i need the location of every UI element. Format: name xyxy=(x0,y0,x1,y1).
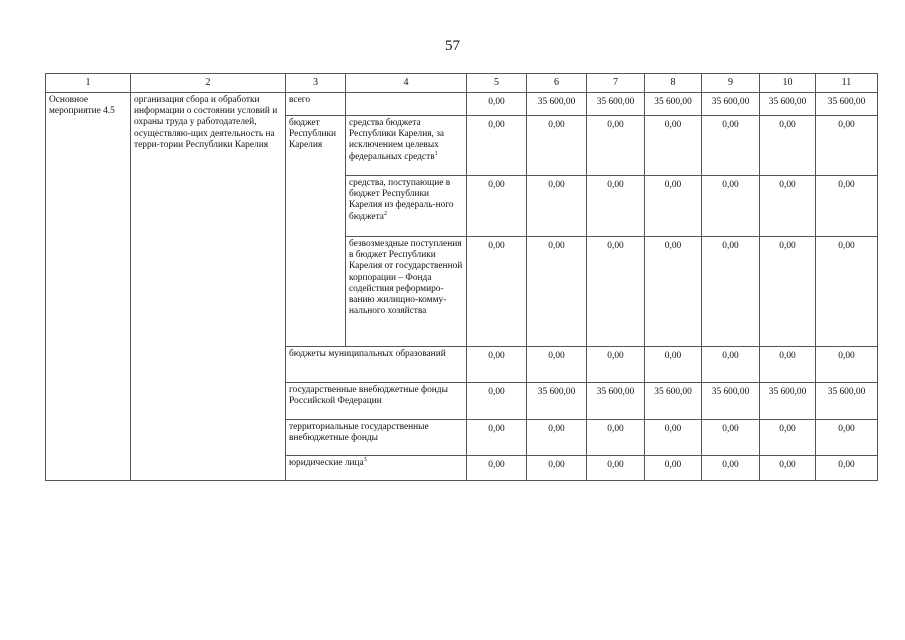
value-cell: 0,00 xyxy=(467,420,527,456)
value-cell: 0,00 xyxy=(760,237,816,347)
value-cell: 0,00 xyxy=(467,456,527,481)
value-cell: 35 600,00 xyxy=(587,383,645,420)
value-cell: 0,00 xyxy=(527,176,587,237)
value-cell: 35 600,00 xyxy=(645,383,702,420)
value-cell: 0,00 xyxy=(587,347,645,383)
value-cell: 0,00 xyxy=(527,420,587,456)
value-cell: 35 600,00 xyxy=(587,93,645,116)
value-cell: 0,00 xyxy=(760,456,816,481)
value-cell: 0,00 xyxy=(645,347,702,383)
value-cell: 0,00 xyxy=(760,420,816,456)
footnote-mark: 3 xyxy=(363,456,367,463)
footnote-mark: 2 xyxy=(383,210,387,217)
header-cell: 5 xyxy=(467,74,527,93)
budget-table xyxy=(45,73,878,481)
source-text: государственные внебюджетные фонды Российской Федерации xyxy=(289,385,448,407)
value-cell: 35 600,00 xyxy=(760,93,816,116)
value-cell: 0,00 xyxy=(645,116,702,176)
header-cell: 8 xyxy=(645,74,702,93)
value-cell: 0,00 xyxy=(527,347,587,383)
value-cell: 0,00 xyxy=(760,347,816,383)
value-cell: 0,00 xyxy=(702,347,760,383)
value-cell: 0,00 xyxy=(645,420,702,456)
value-cell: 0,00 xyxy=(587,456,645,481)
event-description-cell: организация сбора и обработки информации о состоянии условий и охраны труда у работодателей, осуществляю-щих деятельность на терри-тории Республики Карелия xyxy=(131,93,286,481)
header-cell: 3 xyxy=(286,74,346,93)
value-cell: 35 600,00 xyxy=(816,383,878,420)
value-cell: 0,00 xyxy=(702,176,760,237)
value-cell: 0,00 xyxy=(467,237,527,347)
source-text: средства бюджета Республики Карелия, за исключением целевых федеральных средств xyxy=(349,118,445,162)
header-cell: 7 xyxy=(587,74,645,93)
value-cell: 0,00 xyxy=(587,420,645,456)
source-text: безвозмездные поступления в бюджет Республики Карелия от государственной корпорации – Фонда содействия реформиро-ванию жилищно-комму-нального хозяйства xyxy=(349,239,463,317)
source-cell xyxy=(286,347,467,383)
header-cell: 10 xyxy=(760,74,816,93)
value-cell: 0,00 xyxy=(527,237,587,347)
source-text: средства, поступающие в бюджет Республики Карелия из федераль-ного бюджета xyxy=(349,178,454,222)
empty-cell xyxy=(346,93,467,116)
value-cell: 35 600,00 xyxy=(645,93,702,116)
source-cell: всего xyxy=(286,93,346,116)
header-cell: 2 xyxy=(131,74,286,93)
page-number: 57 xyxy=(445,38,460,54)
source-cell xyxy=(346,237,467,347)
value-cell: 0,00 xyxy=(816,456,878,481)
budget-group-cell: бюджет Республики Карелия xyxy=(286,116,346,347)
value-cell: 0,00 xyxy=(467,93,527,116)
value-cell: 0,00 xyxy=(702,420,760,456)
value-cell: 0,00 xyxy=(587,237,645,347)
value-cell: 0,00 xyxy=(527,116,587,176)
value-cell: 0,00 xyxy=(760,176,816,237)
table-row xyxy=(46,93,878,116)
value-cell: 35 600,00 xyxy=(702,383,760,420)
source-cell xyxy=(286,456,467,481)
header-cell: 6 xyxy=(527,74,587,93)
value-cell: 0,00 xyxy=(645,237,702,347)
value-cell: 0,00 xyxy=(587,116,645,176)
value-cell: 0,00 xyxy=(587,176,645,237)
value-cell: 0,00 xyxy=(645,176,702,237)
value-cell: 0,00 xyxy=(467,176,527,237)
value-cell: 0,00 xyxy=(816,116,878,176)
value-cell: 35 600,00 xyxy=(527,383,587,420)
source-text: юридические лица xyxy=(289,458,364,468)
source-cell xyxy=(346,116,467,176)
value-cell: 0,00 xyxy=(702,456,760,481)
source-text: территориальные государственные внебюджетные фонды xyxy=(289,422,429,444)
value-cell: 0,00 xyxy=(816,237,878,347)
event-name-cell: Основное мероприятие 4.5 xyxy=(46,93,131,481)
value-cell: 35 600,00 xyxy=(760,383,816,420)
value-cell: 35 600,00 xyxy=(702,93,760,116)
value-cell: 0,00 xyxy=(467,347,527,383)
value-cell: 0,00 xyxy=(816,347,878,383)
header-cell: 1 xyxy=(46,74,131,93)
header-row xyxy=(46,74,878,93)
header-cell: 4 xyxy=(346,74,467,93)
footnote-mark: 1 xyxy=(434,150,438,157)
source-cell xyxy=(286,383,467,420)
value-cell: 0,00 xyxy=(527,456,587,481)
value-cell: 0,00 xyxy=(702,116,760,176)
source-text: бюджеты муниципальных образований xyxy=(289,349,446,359)
value-cell: 0,00 xyxy=(467,383,527,420)
value-cell: 0,00 xyxy=(760,116,816,176)
value-cell: 0,00 xyxy=(816,420,878,456)
value-cell: 0,00 xyxy=(645,456,702,481)
value-cell: 35 600,00 xyxy=(527,93,587,116)
source-cell xyxy=(346,176,467,237)
value-cell: 0,00 xyxy=(467,116,527,176)
value-cell: 35 600,00 xyxy=(816,93,878,116)
header-cell: 11 xyxy=(816,74,878,93)
source-cell xyxy=(286,420,467,456)
value-cell: 0,00 xyxy=(816,176,878,237)
value-cell: 0,00 xyxy=(702,237,760,347)
header-cell: 9 xyxy=(702,74,760,93)
